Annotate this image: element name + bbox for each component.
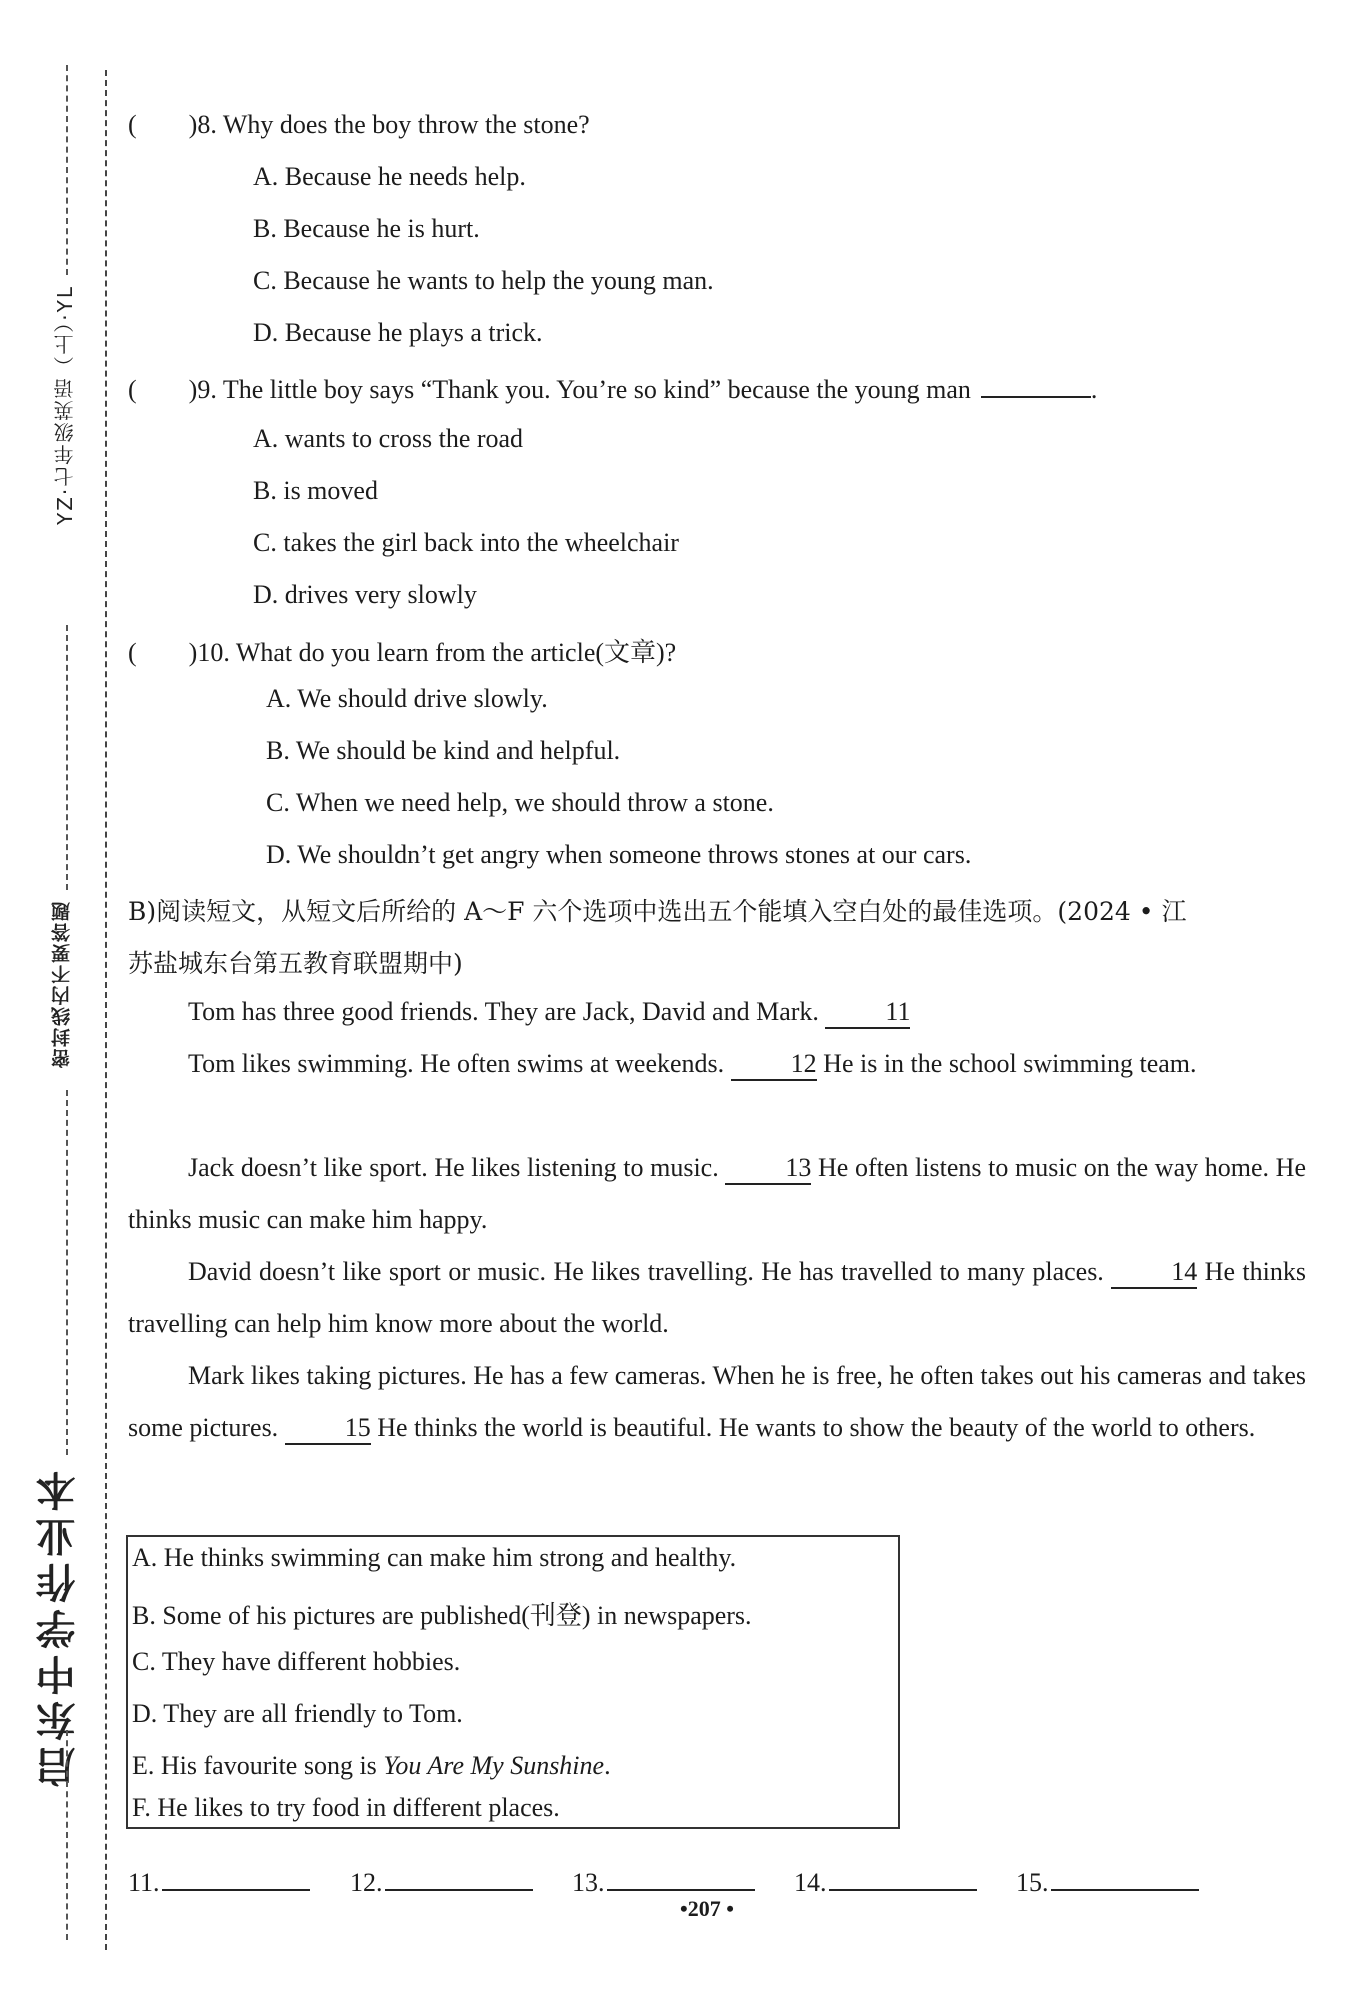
option-9a: A. wants to cross the road	[253, 424, 524, 453]
box-option-a: A. He thinks swimming can make him strong and healthy.	[132, 1543, 737, 1572]
question-10	[128, 632, 676, 669]
answer-15: 15.	[1016, 1863, 1199, 1898]
passage-blank-13[interactable]: 13	[725, 1153, 811, 1185]
box-option-e: E. His favourite song is You Are My Sunshine.	[132, 1751, 611, 1780]
option-10b: B. We should be kind and helpful.	[266, 736, 621, 765]
song-title: You Are My Sunshine	[383, 1751, 605, 1780]
answer-line-13[interactable]	[607, 1863, 755, 1891]
box-option-b: B. Some of his pictures are published(刊登) in newspapers.	[132, 1601, 752, 1630]
brand-title: 启东中学作业本	[36, 1465, 82, 1787]
option-8c: C. Because he wants to help the young man.	[253, 266, 714, 295]
box-option-f: F. He likes to try food in different places.	[132, 1793, 560, 1822]
question-stem: ( )9. The little boy says “Thank you. You’re so kind” because the young man	[128, 375, 971, 404]
answer-line-15[interactable]	[1051, 1863, 1199, 1891]
option-10a: A. We should drive slowly.	[266, 684, 548, 713]
question-stem: ( )8. Why does the boy throw the stone?	[128, 110, 590, 139]
page-number: •207 •	[680, 1896, 734, 1921]
passage-paragraph-1: Tom has three good friends. They are Jack, David and Mark. 11	[128, 986, 1306, 1038]
answer-14: 14.	[794, 1863, 977, 1898]
option-8b: B. Because he is hurt.	[253, 214, 480, 243]
question-stem: ( )10. What do you learn from the article(文章)?	[128, 638, 677, 667]
answer-line-12[interactable]	[385, 1863, 533, 1891]
passage-blank-14[interactable]: 14	[1111, 1257, 1197, 1289]
seal-dash-mid	[66, 625, 68, 890]
answer-line-14[interactable]	[829, 1863, 977, 1891]
answer-11: 11.	[128, 1863, 310, 1898]
answer-blank-9[interactable]	[981, 372, 1091, 398]
option-8d: D. Because he plays a trick.	[253, 318, 543, 347]
section-b-instruction: B)阅读短文，从短文后所给的 A～F 六个选项中选出五个能填入空白处的最佳选项。(2024 • 江	[128, 897, 1187, 926]
margin-strip	[0, 0, 120, 1990]
seal-dash-bottom	[66, 1730, 68, 1940]
passage-blank-15[interactable]: 15	[285, 1413, 371, 1445]
passage-paragraph-3: Jack doesn’t like sport. He likes listening to music. 13 He often listens to music on the way home. He thinks music can make him happy.	[128, 1153, 1306, 1234]
answer-13: 13.	[572, 1863, 755, 1898]
passage-blank-11[interactable]: 11	[825, 997, 910, 1029]
options-box	[126, 1535, 900, 1829]
answer-12: 12.	[350, 1863, 533, 1898]
box-option-d: D. They are all friendly to Tom.	[132, 1699, 463, 1728]
option-9d: D. drives very slowly	[253, 580, 477, 609]
seal-dash-low	[66, 1090, 68, 1455]
stem-end: .	[1090, 375, 1098, 404]
seal-warning: 密封线内不要答题	[51, 900, 73, 1068]
series-label: YZ·七年级英语（上）·YL	[53, 285, 77, 525]
section-b-source: 苏盐城东台第五教育联盟期中)	[128, 949, 463, 978]
question-8	[128, 110, 590, 140]
box-option-c: C. They have different hobbies.	[132, 1647, 461, 1676]
option-9b: B. is moved	[253, 476, 378, 505]
passage-paragraph-5: Mark likes taking pictures. He has a few cameras. When he is free, he often takes out his cameras and takes some pictures. 15 He thinks the world is beautiful. He wants to show the beauty of the world to others.	[128, 1350, 1306, 1454]
option-8a: A. Because he needs help.	[253, 162, 526, 191]
binding-line	[105, 70, 107, 1950]
option-9c: C. takes the girl back into the wheelchair	[253, 528, 679, 557]
option-10c: C. When we need help, we should throw a stone.	[266, 788, 774, 817]
passage-paragraph-4: David doesn’t like sport or music. He likes travelling. He has travelled to many places. 14 He thinks travelling can help him know more about the world.	[128, 1257, 1306, 1338]
passage-paragraph-2: Tom likes swimming. He often swims at weekends. 12 He is in the school swimming team.	[128, 1038, 1306, 1090]
passage-blank-12[interactable]: 12	[731, 1049, 817, 1081]
question-9	[128, 372, 1097, 405]
option-10d: D. We shouldn’t get angry when someone throws stones at our cars.	[266, 840, 972, 869]
seal-dash-top	[66, 65, 68, 275]
answer-line-11[interactable]	[162, 1863, 310, 1891]
